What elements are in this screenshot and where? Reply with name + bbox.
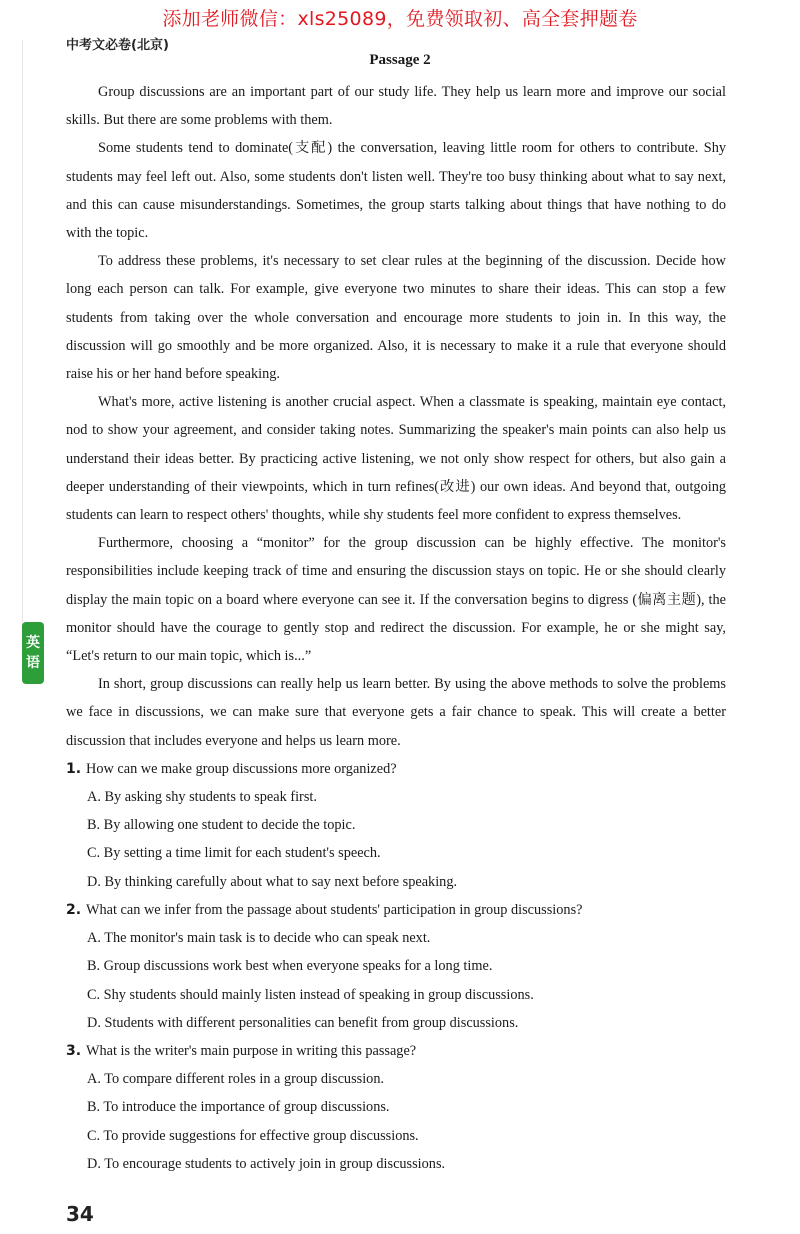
margin-rule [22, 40, 23, 640]
paragraph: Furthermore, choosing a “monitor” for the group discussion can be highly effective. The monitor's responsibilities include keeping track of time and ensuring the discussion stays on topic. He or she should clearly display the main topic on a board where everyone can see it. If the conversation begins to digress (偏离主题), the monitor should have the courage to gently stop and redirect the discussion. For example, he or she might say, “Let's return to our main topic, which is...” [66, 535, 726, 665]
answer-option[interactable]: C. By setting a time limit for each student's speech. [87, 845, 381, 862]
question-number: 2. [66, 901, 82, 918]
answer-option[interactable]: A. By asking shy students to speak first. [87, 789, 317, 806]
question-stem [66, 896, 726, 924]
question-stem [66, 755, 726, 783]
answer-option[interactable]: C. Shy students should mainly listen instead of speaking in group discussions. [87, 986, 534, 1003]
answer-option[interactable]: D. To encourage students to actively join in group discussions. [87, 1155, 446, 1172]
answer-option[interactable]: D. Students with different personalities can benefit from group discussions. [87, 1014, 519, 1031]
watermark-text: 添加老师微信：xls25089，免费领取初、高全套押题卷 [162, 8, 638, 30]
question-block [66, 1037, 726, 1178]
paragraph: Some students tend to dominate(支配) the conversation, leaving little room for others to contribute. Shy students may feel left out. Also, some students don't listen well. They're too busy thinking about what to say next, and this can cause misunderstandings. Sometimes, the group starts talking about things that have nothing to do with the topic. [66, 140, 726, 242]
question-text: What can we infer from the passage about students' participation in group discussions? [86, 901, 583, 918]
paragraph: Group discussions are an important part of our study life. They help us learn more and improve our social skills. But there are some problems with them. [66, 84, 726, 129]
subject-tab-char: 英 [26, 635, 40, 651]
subject-tab-char: 语 [26, 655, 40, 671]
answer-option[interactable]: A. To compare different roles in a group discussion. [87, 1071, 385, 1088]
answer-option[interactable]: B. By allowing one student to decide the topic. [87, 817, 356, 834]
question-text: How can we make group discussions more organized? [86, 760, 397, 777]
book-title: 中考文必卷(北京) [66, 38, 169, 53]
passage-title: Passage 2 [369, 52, 431, 68]
question-number: 3. [66, 1042, 82, 1059]
answer-option[interactable]: D. By thinking carefully about what to say next before speaking. [87, 873, 458, 890]
paragraph: To address these problems, it's necessary to set clear rules at the beginning of the discussion. Decide how long each person can talk. For example, give everyone two minutes to share their ideas. This can stop a few students from taking over the whole conversation and encourage more students to join in. In this way, the discussion will go smoothly and be more organized. Also, it is necessary to make it a rule that everyone should raise his or her hand before speaking. [66, 253, 726, 383]
question-text: What is the writer's main purpose in writing this passage? [86, 1042, 417, 1059]
question-block [66, 755, 726, 896]
paragraph: What's more, active listening is another crucial aspect. When a classmate is speaking, maintain eye contact, nod to show your agreement, and consider taking notes. Summarizing the speaker's main points can also help us understand their ideas better. By practicing active listening, we not only show respect for others, but also gain a deeper understanding of their viewpoints, which in turn refines(改进) our own ideas. And beyond that, outgoing students can learn to respect others' thoughts, while shy students feel more confident to express themselves. [66, 394, 726, 524]
question-number: 1. [66, 760, 82, 777]
answer-option[interactable]: B. Group discussions work best when everyone speaks for a long time. [87, 958, 493, 975]
question-stem [66, 1037, 726, 1065]
answer-option[interactable]: B. To introduce the importance of group discussions. [87, 1099, 390, 1116]
subject-tab [22, 622, 44, 684]
paragraph: In short, group discussions can really help us learn better. By using the above methods to solve the problems we face in discussions, we can make sure that everyone gets a fair chance to speak. This will create a better discussion that includes everyone and helps us learn more. [66, 676, 726, 749]
passage-content [66, 78, 726, 1178]
page-number: 34 [66, 1202, 94, 1226]
answer-option[interactable]: A. The monitor's main task is to decide who can speak next. [87, 930, 431, 947]
answer-option[interactable]: C. To provide suggestions for effective group discussions. [87, 1127, 419, 1144]
question-block [66, 896, 726, 1037]
